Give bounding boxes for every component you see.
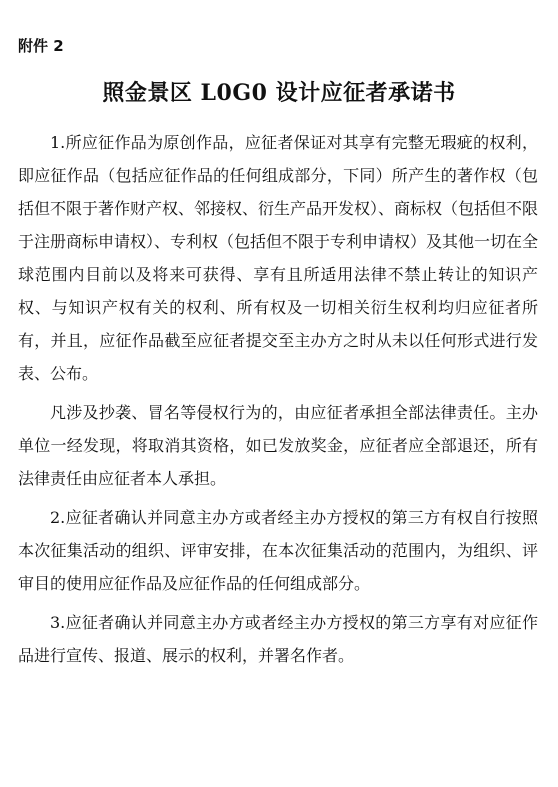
- document-body: [18, 126, 538, 672]
- paragraph-3: 2.应征者确认并同意主办方或者经主办方授权的第三方有权自行按照本次征集活动的组织、评审安排，在本次征集活动的范围内，为组织、评审目的使用应征作品及应征作品的任何组成部分。: [18, 508, 538, 593]
- page-title: 照金景区 L0G0 设计应征者承诺书: [102, 80, 456, 106]
- paragraph-2: 凡涉及抄袭、冒名等侵权行为的，由应征者承担全部法律责任。主办单位一经发现，将取消其资格，如已发放奖金，应征者应全部退还，所有法律责任由应征者本人承担。: [18, 403, 538, 488]
- attachment-label: 附件 2: [18, 37, 64, 55]
- paragraph-1: 1.所应征作品为原创作品，应征者保证对其享有完整无瑕疵的权利，即应征作品（包括应征作品的任何组成部分，下同）所产生的著作权（包括但不限于著作财产权、邻接权、衍生产品开发权）、商标权（包括但不限于注册商标申请权）、专利权（包括但不限于专利申请权）及其他一切在全球范围内目前以及将来可获得、享有且所适用法律不禁止转让的知识产权、与知识产权有关的权利、所有权及一切相关衍生权利均归应征者所有，并且，应征作品截至应征者提交至主办方之时从未以任何形式进行发表、公布。: [18, 133, 539, 383]
- paragraph-4: 3.应征者确认并同意主办方或者经主办方授权的第三方享有对应征作品进行宣传、报道、展示的权利，并署名作者。: [18, 613, 538, 665]
